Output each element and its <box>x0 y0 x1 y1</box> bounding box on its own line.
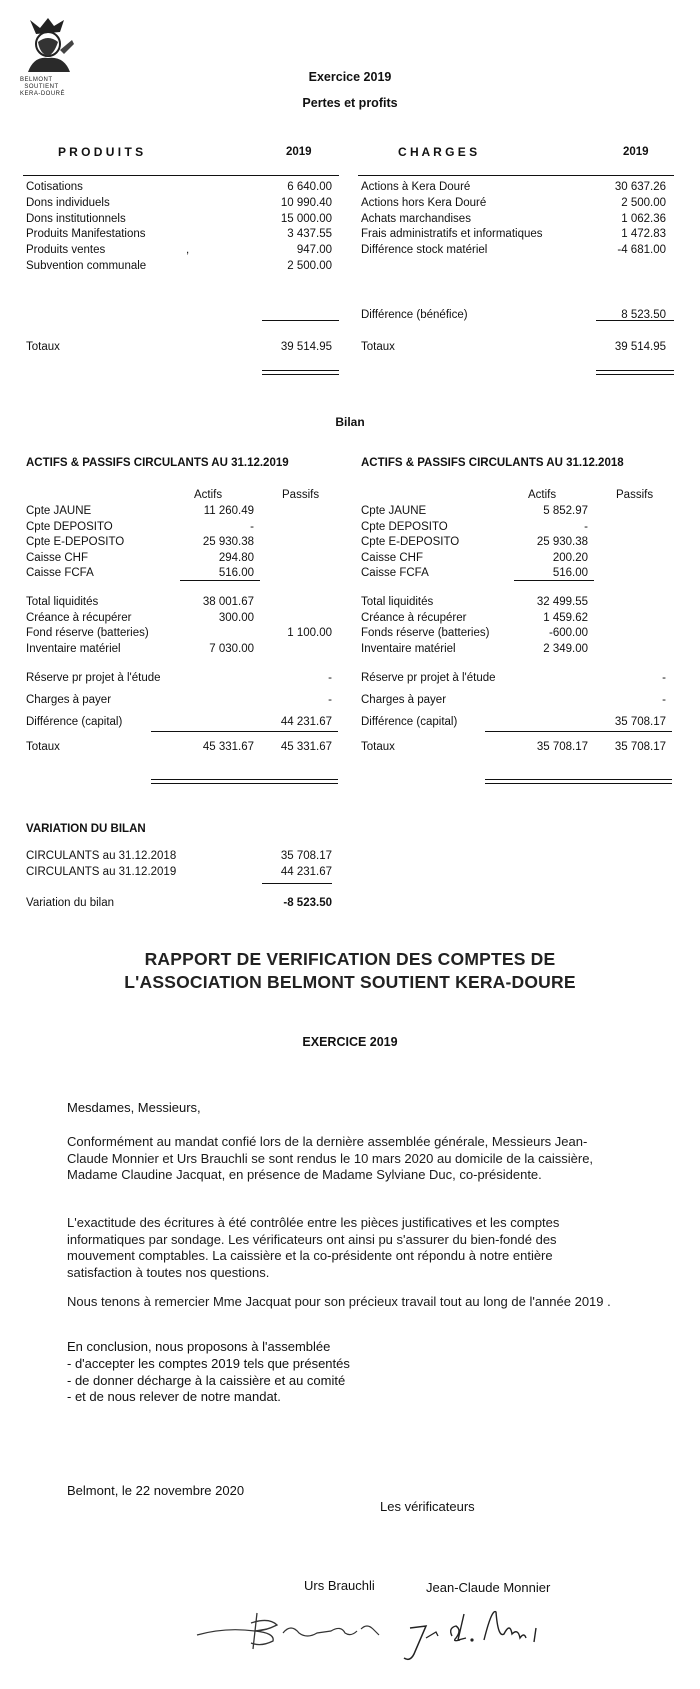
variation-result-row <box>0 897 700 913</box>
summary-row <box>0 627 700 643</box>
charges-header: C H A R G E S <box>398 145 478 159</box>
summary-label: Créance à récupérer <box>26 611 132 624</box>
account-actifs: - <box>250 520 254 533</box>
place-date: Belmont, le 22 novembre 2020 <box>67 1483 245 1498</box>
product-value: 2 500.00 <box>287 260 332 272</box>
logo-text: BELMONT SOUTIENT KERA-DOURÉ <box>20 77 66 97</box>
charge-value: 1 472.83 <box>621 228 666 241</box>
variation-heading: VARIATION DU BILAN <box>26 823 146 835</box>
bilan-total-double-rule <box>485 779 672 784</box>
report-title-line1: RAPPORT DE VERIFICATION DES COMPTES DE <box>144 949 556 969</box>
product-value: 6 640.00 <box>287 181 332 193</box>
bilan-totals-passifs: 35 708.17 <box>614 741 666 753</box>
charge-row <box>0 228 700 244</box>
bilan-heading: ACTIFS & PASSIFS CIRCULANTS AU 31.12.2019 <box>26 457 289 469</box>
summary-label: Inventaire matériel <box>26 642 121 655</box>
account-actifs: 516.00 <box>552 567 588 580</box>
charge-row <box>0 197 700 213</box>
variation-label: CIRCULANTS au 31.12.2019 <box>26 865 177 878</box>
product-label: Dons institutionnels <box>26 212 126 225</box>
charges-a-payer-row <box>0 694 700 710</box>
product-label: Cotisations <box>26 181 83 193</box>
variation-value: 35 708.17 <box>280 850 332 862</box>
charges-header-rule <box>358 175 674 176</box>
product-value: 10 990.40 <box>280 196 332 209</box>
bilan-title: Bilan <box>335 415 365 429</box>
summary-label: Total liquidités <box>361 596 434 608</box>
signature-urs-brauchli <box>195 1605 395 1653</box>
account-row <box>0 521 700 537</box>
summary-row <box>0 643 700 659</box>
charge-label: Différence stock matériel <box>361 244 488 257</box>
summary-actifs: 38 001.67 <box>202 596 254 608</box>
account-actifs: 5 852.97 <box>543 505 588 517</box>
summary-label: Créance à récupérer <box>361 611 467 624</box>
charge-value: 2 500.00 <box>621 196 666 209</box>
comma-mark: , <box>186 244 190 256</box>
charge-row <box>0 181 700 197</box>
conclusion-item: - et de nous relever de notre mandat. <box>67 1389 281 1404</box>
account-actifs: 11 260.49 <box>203 505 254 517</box>
charges-a-payer-passifs: - <box>662 694 666 706</box>
products-header: P R O D U I T S <box>58 145 144 159</box>
charge-row <box>0 244 700 260</box>
pl-difference-row <box>0 309 700 325</box>
pl-totals-value-right: 39 514.95 <box>614 341 666 353</box>
account-label: Cpte E-DEPOSITO <box>26 536 125 549</box>
pl-totals-row <box>0 341 700 357</box>
signer-1-name: Urs Brauchli <box>304 1578 375 1593</box>
product-label: Produits Manifestations <box>26 228 146 241</box>
account-actifs: 25 930.38 <box>536 536 588 549</box>
summary-actifs: -600.00 <box>548 627 588 640</box>
account-label: Cpte JAUNE <box>26 505 92 517</box>
account-label: Caisse FCFA <box>361 567 429 580</box>
logo-illustration <box>20 14 76 74</box>
variation-row <box>0 850 700 866</box>
charge-value: 1 062.36 <box>621 212 666 225</box>
report-paragraph-2: L'exactitude des écritures à été contrôlée entre les pièces justificatives et les comptes informatiques par sondage. Les vérificateurs ont ainsi pu s'assurer du bien-fondé des mouvement comptables. La caissière et la co-présidente ont répondu à notre entière satisfaction à toutes nos questions. <box>67 1215 560 1280</box>
difference-capital-passifs: 35 708.17 <box>614 716 666 728</box>
product-label: Produits ventes <box>26 244 106 257</box>
account-label: Caisse FCFA <box>26 567 94 580</box>
account-row <box>0 505 700 521</box>
report-paragraph-1: Conformément au mandat confié lors de la dernière assemblée générale, Messieurs Jean-Claude Monnier et Urs Brauchli se sont rendus le 10 mars 2020 au domicile de la caissière, Madame Claudine Jacquat, en présence de Madame Sylviane Duc, co-présidente. <box>67 1134 594 1182</box>
difference-capital-passifs: 44 231.67 <box>280 716 332 728</box>
products-year-header: 2019 <box>286 146 312 158</box>
pl-title: Pertes et profits <box>302 96 398 110</box>
verifiers-label: Les vérificateurs <box>380 1499 475 1514</box>
product-label: Dons individuels <box>26 196 110 209</box>
product-label: Subvention communale <box>26 260 147 272</box>
account-row <box>0 567 700 583</box>
conclusion-item: - de donner décharge à la caissière et au comité <box>67 1372 346 1388</box>
reserve-passifs: - <box>662 672 666 684</box>
pl-totals-label-right: Totaux <box>361 341 395 353</box>
summary-row <box>0 612 700 628</box>
charge-value: -4 681.00 <box>617 244 666 257</box>
account-row <box>0 552 700 568</box>
summary-actifs: 1 459.62 <box>543 611 588 624</box>
account-actifs: - <box>584 520 588 533</box>
bilan-total-double-rule <box>151 779 338 784</box>
account-label: Cpte DEPOSITO <box>361 520 448 533</box>
summary-actifs: 2 349.00 <box>543 642 588 655</box>
report-title-line2: L'ASSOCIATION BELMONT SOUTIENT KERA-DOURE <box>124 972 576 992</box>
conclusion-intro: En conclusion, nous proposons à l'assemblée <box>67 1339 331 1354</box>
summary-actifs: 300.00 <box>218 611 254 624</box>
exercise-title: Exercice 2019 <box>308 70 392 84</box>
bilan-totals-label: Totaux <box>361 741 395 753</box>
account-label: Cpte JAUNE <box>361 505 427 517</box>
variation-row <box>0 866 700 882</box>
reserve-label: Réserve pr projet à l'étude <box>26 672 161 684</box>
account-actifs: 294.80 <box>218 551 254 564</box>
charges-year-header: 2019 <box>623 146 649 158</box>
product-value: 15 000.00 <box>280 212 332 225</box>
reserve-label: Réserve pr projet à l'étude <box>361 672 496 684</box>
account-label: Cpte DEPOSITO <box>26 520 113 533</box>
pl-totals-value-left: 39 514.95 <box>280 341 332 353</box>
bilan-totals-actifs: 45 331.67 <box>202 741 254 753</box>
bilan-heading: ACTIFS & PASSIFS CIRCULANTS AU 31.12.2018 <box>361 457 624 469</box>
charges-a-payer-passifs: - <box>328 694 332 706</box>
summary-label: Fond réserve (batteries) <box>26 627 149 640</box>
col-passifs-header: Passifs <box>616 489 654 501</box>
reserve-row <box>0 672 700 688</box>
charge-row <box>0 213 700 229</box>
account-actifs: 25 930.38 <box>202 536 254 549</box>
summary-label: Inventaire matériel <box>361 642 456 655</box>
signer-2-name: Jean-Claude Monnier <box>426 1580 551 1595</box>
account-label: Caisse CHF <box>26 551 88 564</box>
charges-a-payer-label: Charges à payer <box>26 694 112 706</box>
bilan-totals-label: Totaux <box>26 741 60 753</box>
charges-a-payer-label: Charges à payer <box>361 694 447 706</box>
summary-actifs: 7 030.00 <box>209 642 254 655</box>
summary-row <box>0 596 700 612</box>
bilan-totals-actifs: 35 708.17 <box>536 741 588 753</box>
variation-result-label: Variation du bilan <box>26 897 115 909</box>
account-label: Cpte E-DEPOSITO <box>361 536 460 549</box>
charge-value: 30 637.26 <box>614 181 666 193</box>
conclusion-item: - d'accepter les comptes 2019 tels que présentés <box>67 1356 350 1371</box>
charge-label: Actions hors Kera Douré <box>361 196 487 209</box>
charge-label: Achats marchandises <box>361 212 471 225</box>
bilan-totals-row <box>0 741 700 757</box>
pl-totals-label-left: Totaux <box>26 341 60 353</box>
charges-total-double-rule <box>596 370 674 375</box>
account-row <box>0 536 700 552</box>
summary-actifs: 32 499.55 <box>536 596 588 608</box>
variation-value: 44 231.67 <box>280 865 332 878</box>
summary-passifs: 1 100.00 <box>287 627 332 640</box>
report-salutation: Mesdames, Messieurs, <box>67 1100 201 1115</box>
account-actifs: 200.20 <box>552 551 588 564</box>
reserve-passifs: - <box>328 672 332 684</box>
col-passifs-header: Passifs <box>282 489 320 501</box>
col-actifs-header: Actifs <box>194 489 223 501</box>
pl-difference-label: Différence (bénéfice) <box>361 309 468 321</box>
report-paragraph-3: Nous tenons à remercier Mme Jacquat pour son précieux travail tout au long de l'année 2019 . <box>67 1294 611 1309</box>
product-value: 947.00 <box>296 244 332 257</box>
account-actifs: 516.00 <box>218 567 254 580</box>
variation-label: CIRCULANTS au 31.12.2018 <box>26 850 177 862</box>
difference-capital-label: Différence (capital) <box>26 716 123 728</box>
products-total-double-rule <box>262 370 339 375</box>
charge-label: Frais administratifs et informatiques <box>361 228 543 241</box>
summary-label: Fonds réserve (batteries) <box>361 627 490 640</box>
variation-sum-rule <box>262 883 332 884</box>
product-row <box>0 260 700 276</box>
accounts-sum-rule <box>514 580 594 581</box>
products-header-rule <box>23 175 339 176</box>
difference-capital-row <box>0 716 700 732</box>
account-label: Caisse CHF <box>361 551 423 564</box>
charge-label: Actions à Kera Douré <box>361 181 471 193</box>
bilan-totals-passifs: 45 331.67 <box>280 741 332 753</box>
difference-rule <box>485 731 672 732</box>
difference-capital-label: Différence (capital) <box>361 716 458 728</box>
summary-label: Total liquidités <box>26 596 99 608</box>
variation-result-value: -8 523.50 <box>283 897 332 909</box>
pl-difference-value: 8 523.50 <box>621 309 666 321</box>
signature-jean-claude-monnier <box>400 1598 560 1668</box>
col-actifs-header: Actifs <box>528 489 557 501</box>
product-value: 3 437.55 <box>287 228 332 241</box>
report-exercise: EXERCICE 2019 <box>302 1035 398 1049</box>
